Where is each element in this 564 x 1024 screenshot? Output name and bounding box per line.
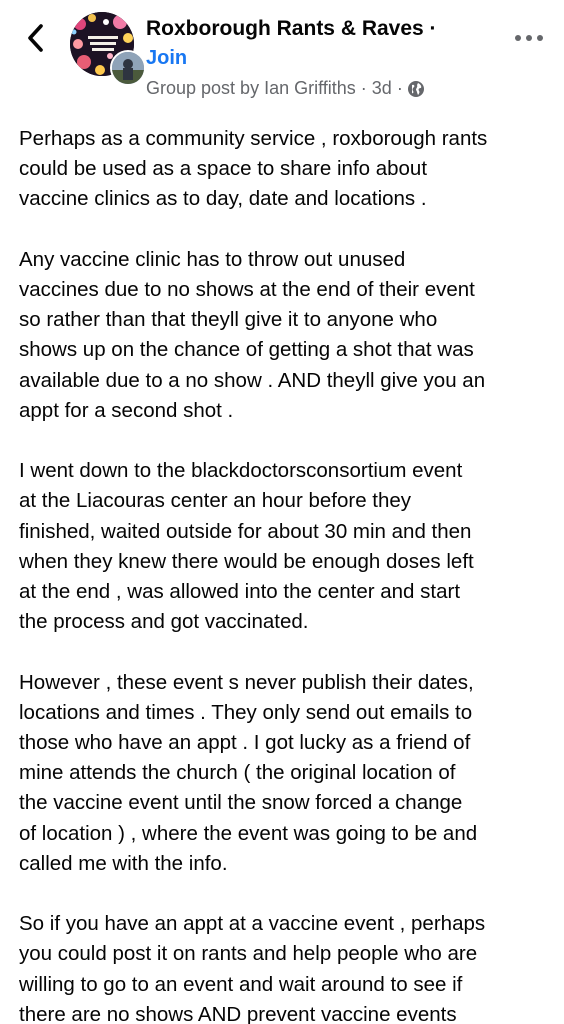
chevron-left-icon bbox=[25, 23, 47, 53]
post-line: So if you have an appt at a vaccine event , perhaps bbox=[19, 912, 486, 936]
post-line: However , these event s never publish their dates, bbox=[19, 670, 474, 694]
join-button[interactable]: Join bbox=[146, 47, 188, 69]
post-paragraph bbox=[19, 124, 549, 215]
post-line: the process and got vaccinated. bbox=[19, 610, 309, 634]
post-line: I went down to the blackdoctorsconsortium event bbox=[19, 459, 463, 483]
post-line: Any vaccine clinic has to throw out unused bbox=[19, 247, 406, 271]
group-avatar-wrap[interactable] bbox=[70, 12, 142, 84]
post-paragraph bbox=[19, 909, 549, 1024]
more-horizontal-icon bbox=[514, 34, 544, 42]
author-name[interactable]: Ian Griffiths bbox=[264, 78, 356, 98]
post-line: willing to go to an event and wait around to see if bbox=[19, 972, 463, 996]
post-type-label: Group post by bbox=[146, 78, 260, 98]
post-line: of location ) , where the event was going to be and bbox=[19, 821, 478, 845]
post-line: called me with the info. bbox=[19, 851, 228, 875]
post-time[interactable]: 3d bbox=[371, 78, 392, 98]
more-options-button[interactable] bbox=[512, 28, 546, 48]
post-line: when they knew there would be enough doses left bbox=[19, 549, 474, 573]
post-line: available due to a no show . AND theyll give you an bbox=[19, 368, 486, 392]
post-line: at the end , was allowed into the center and start bbox=[19, 580, 461, 604]
post-paragraph bbox=[19, 668, 549, 879]
post-line: appt for a second shot . bbox=[19, 398, 234, 422]
post-paragraph bbox=[19, 456, 549, 637]
post-line: finished, waited outside for about 30 min and then bbox=[19, 519, 472, 543]
post-line: there are no shows AND prevent vaccine events bbox=[19, 1002, 457, 1024]
post-line: shows up on the chance of getting a shot that was bbox=[19, 338, 474, 362]
post-line: mine attends the church ( the original location of bbox=[19, 761, 456, 785]
post-line: you could post it on rants and help people who are bbox=[19, 942, 478, 966]
post-line: locations and times . They only send out emails to bbox=[19, 700, 473, 724]
post-line: could be used as a space to share info about bbox=[19, 157, 428, 181]
group-name[interactable]: Roxborough Rants & Raves · bbox=[146, 17, 437, 40]
post-text bbox=[19, 124, 549, 1024]
post-line: vaccines due to no shows at the end of their event bbox=[19, 278, 475, 301]
user-avatar bbox=[110, 50, 146, 86]
back-button[interactable] bbox=[18, 20, 54, 56]
post-line: those who have an appt . I got lucky as a friend of bbox=[19, 731, 471, 755]
globe-icon bbox=[407, 80, 425, 98]
post-line: vaccine clinics as to day, date and locations . bbox=[19, 187, 427, 211]
post-paragraph bbox=[19, 245, 549, 426]
post-meta: Group post by Ian Griffiths · 3d · bbox=[146, 78, 425, 99]
post-line: at the Liacouras center an hour before they bbox=[19, 489, 412, 513]
post-line: the vaccine event until the snow forced a change bbox=[19, 791, 463, 815]
post-header bbox=[0, 0, 564, 112]
post-line: Perhaps as a community service , roxborough rants bbox=[19, 127, 488, 150]
post-line: so rather than that theyll give it to anyone who bbox=[19, 308, 438, 332]
